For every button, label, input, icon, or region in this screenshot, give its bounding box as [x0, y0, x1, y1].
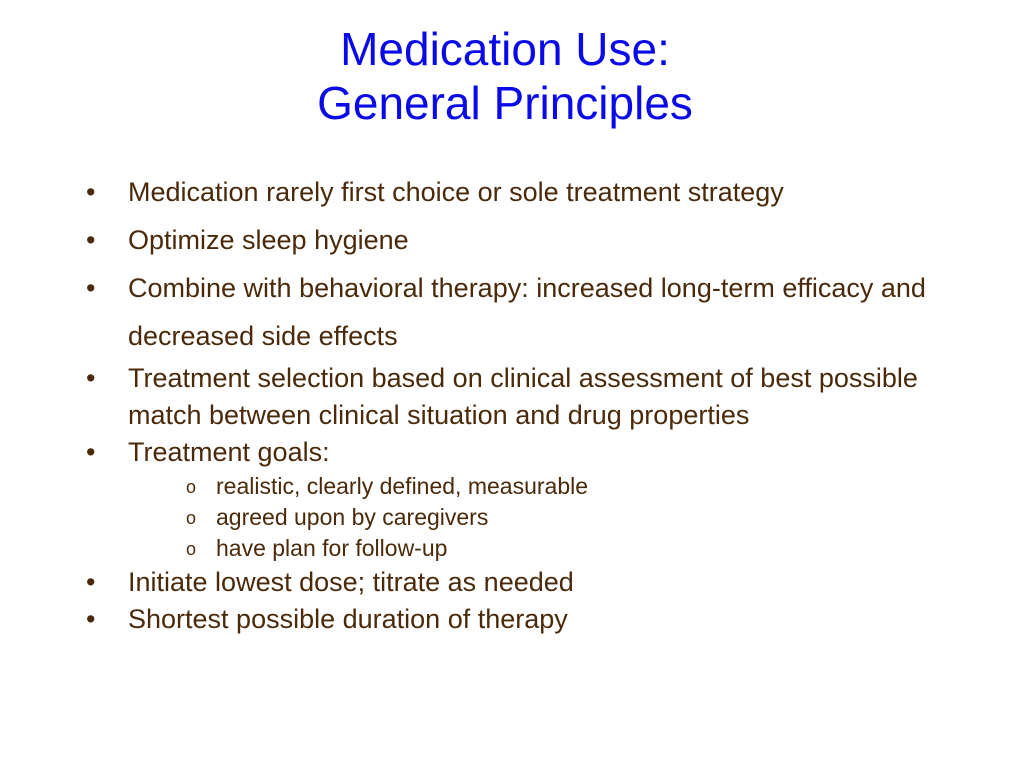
bullet-text: Treatment selection based on clinical assessment of best possible match between clinical situation and drug properties	[128, 363, 918, 430]
sub-bullet-item	[178, 471, 986, 502]
sub-bullet-text: have plan for follow-up	[216, 535, 448, 561]
sub-bullet-text: agreed upon by caregivers	[216, 504, 489, 530]
sub-bullet-marker: o	[186, 508, 197, 528]
sub-bullet-list	[128, 471, 986, 564]
bullet-text: Initiate lowest dose; titrate as needed	[128, 567, 574, 597]
bullet-text: Treatment goals:	[128, 437, 330, 467]
title-line-1: Medication Use:	[340, 23, 670, 75]
sub-bullet-marker: o	[186, 477, 197, 497]
bullet-item	[86, 564, 986, 601]
bullet-item	[86, 168, 986, 216]
sub-bullet-item	[178, 502, 986, 533]
bullet-text: Medication rarely first choice or sole treatment strategy	[128, 177, 784, 207]
slide-title	[0, 22, 1010, 130]
bullet-item	[86, 601, 986, 638]
bullet-item	[86, 264, 986, 360]
bullet-list	[86, 168, 986, 638]
bullet-marker: •	[86, 437, 96, 467]
sub-bullet-text: realistic, clearly defined, measurable	[216, 473, 589, 499]
bullet-text: Combine with behavioral therapy: increased long-term efficacy and decreased side effects	[128, 273, 926, 351]
bullet-item	[86, 360, 986, 434]
bullet-item	[86, 216, 986, 264]
bullet-marker: •	[86, 567, 96, 597]
title-line-2: General Principles	[317, 77, 693, 129]
bullet-text: Optimize sleep hygiene	[128, 225, 409, 255]
bullet-marker: •	[86, 363, 96, 393]
bullet-marker: •	[86, 225, 96, 255]
sub-bullet-item	[178, 533, 986, 564]
bullet-marker: •	[86, 604, 96, 634]
bullet-text: Shortest possible duration of therapy	[128, 604, 568, 634]
bullet-marker: •	[86, 177, 96, 207]
bullet-item	[86, 434, 986, 564]
sub-bullet-marker: o	[186, 539, 197, 559]
bullet-marker: •	[86, 273, 96, 303]
